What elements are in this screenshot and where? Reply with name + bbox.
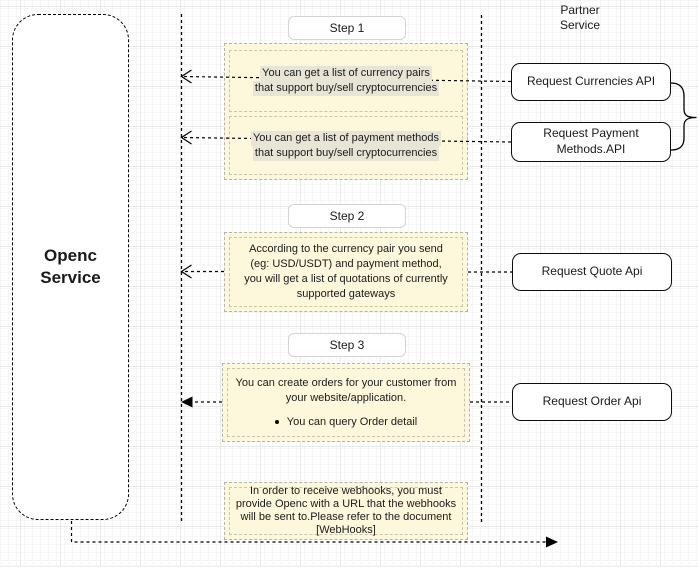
step1-note-currencies bbox=[229, 50, 463, 112]
webhook-note-group bbox=[224, 482, 468, 540]
brace-group-apis bbox=[671, 83, 697, 150]
step1-note-payment-methods bbox=[229, 116, 463, 175]
actor-partner-service-label: Partner Service bbox=[559, 3, 600, 32]
step2-title: Step 2 bbox=[329, 209, 365, 223]
webhook-note bbox=[229, 487, 463, 535]
step1-note-currencies-line2: that support buy/sell cryptocurrencies bbox=[254, 82, 438, 94]
webhook-note-line3: will be sent to.Please refer to the document bbox=[240, 511, 452, 523]
step1-title: Step 1 bbox=[329, 21, 365, 35]
step2-note-line1: According to the currency pair you send bbox=[249, 243, 443, 255]
step2-note-group bbox=[224, 232, 468, 312]
step3-note-orders bbox=[227, 368, 465, 437]
step2-header bbox=[288, 204, 406, 228]
api-request-quote-label: Request Quote Api bbox=[541, 264, 643, 279]
webhook-note-line4: [WebHooks] bbox=[316, 524, 376, 536]
bullet-icon bbox=[275, 420, 279, 424]
step1-note-group bbox=[224, 43, 468, 180]
api-request-order bbox=[512, 383, 672, 421]
api-request-currencies-label: Request Currencies API bbox=[526, 74, 656, 89]
step1-note-payment-line2: that support buy/sell cryptocurrencies bbox=[254, 146, 438, 159]
api-request-currencies bbox=[511, 63, 671, 101]
actor-openc-service-label: Openc Service bbox=[40, 245, 101, 287]
api-request-payment-methods bbox=[511, 122, 671, 162]
webhook-note-line2: provide Openc with a URL that the webhooks bbox=[235, 498, 457, 510]
step1-note-payment-line1: You can get a list of payment methods bbox=[252, 131, 440, 144]
step2-note-line4: supported gateways bbox=[296, 288, 396, 300]
step3-note-bullet-text: You can query Order detail bbox=[286, 415, 418, 428]
step2-note-quote bbox=[229, 237, 463, 307]
step1-header bbox=[288, 16, 406, 40]
actor-openc-service bbox=[12, 14, 129, 520]
step3-note-line1: You can create orders for your customer from bbox=[235, 376, 457, 389]
step3-note-line2: your website/application. bbox=[285, 391, 407, 404]
webhook-note-line1: In order to receive webhooks, you must bbox=[250, 485, 442, 497]
step3-note-group bbox=[222, 363, 470, 442]
step3-title: Step 3 bbox=[329, 338, 365, 352]
step2-note-line2: (eg: USD/USDT) and payment method, bbox=[250, 258, 442, 270]
api-request-payment-methods-label: Request Payment Methods.API bbox=[543, 126, 639, 156]
api-request-order-label: Request Order Api bbox=[542, 394, 642, 409]
step2-note-line3: you will get a list of quotations of currently bbox=[244, 273, 448, 285]
step1-note-currencies-line1: You can get a list of currency pairs bbox=[262, 67, 430, 79]
step3-header bbox=[288, 333, 406, 357]
api-request-quote bbox=[512, 253, 672, 291]
step3-note-bullet-item bbox=[275, 415, 417, 430]
